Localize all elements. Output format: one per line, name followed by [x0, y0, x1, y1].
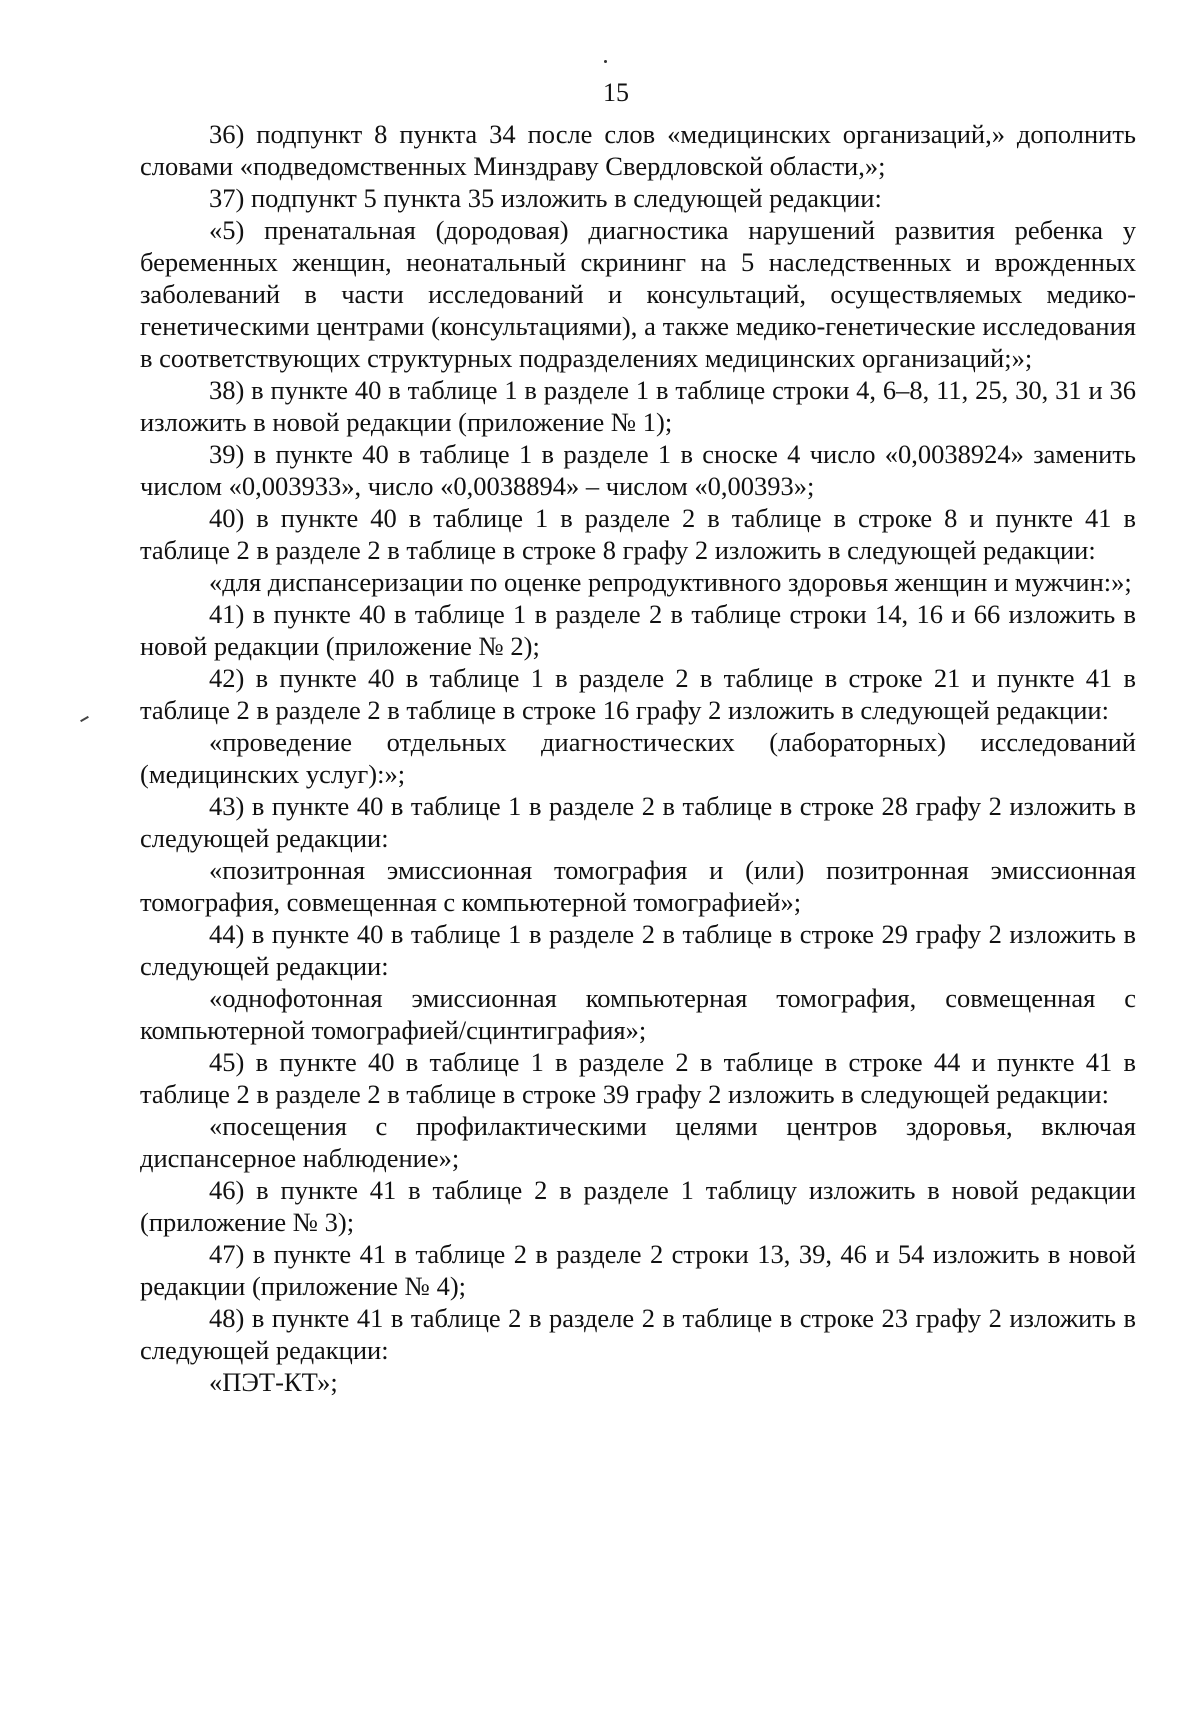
quote-43: «позитронная эмиссионная томография и (или) позитронная эмиссионная томография, совмещенная с компьютерной томографией»;: [140, 855, 1136, 917]
paragraph-47: 47) в пункте 41 в таблице 2 в разделе 2 строки 13, 39, 46 и 54 изложить в новой редакции (приложение № 4);: [140, 1239, 1136, 1301]
quote-44: «однофотонная эмиссионная компьютерная томография, совмещенная с компьютерной томографией/сцинтиграфия»;: [140, 983, 1136, 1045]
paragraph-37: 37) подпункт 5 пункта 35 изложить в следующей редакции:: [209, 183, 882, 213]
paragraph-38: 38) в пункте 40 в таблице 1 в разделе 1 в таблице строки 4, 6–8, 11, 25, 30, 31 и 36 изложить в новой редакции (приложение № 1);: [140, 375, 1136, 437]
paragraph-48: 48) в пункте 41 в таблице 2 в разделе 2 в таблице в строке 23 графу 2 изложить в следующей редакции:: [140, 1303, 1136, 1365]
paragraph-41: 41) в пункте 40 в таблице 1 в разделе 2 в таблице строки 14, 16 и 66 изложить в новой редакции (приложение № 2);: [140, 599, 1136, 661]
paragraph-36: 36) подпункт 8 пункта 34 после слов «медицинских организаций,» дополнить словами «подведомственных Минздраву Свердловской области,»;: [140, 119, 1136, 181]
quote-45: «посещения с профилактическими целями центров здоровья, включая диспансерное наблюдение»;: [140, 1111, 1136, 1173]
quote-40: «для диспансеризации по оценке репродуктивного здоровья женщин и мужчин:»;: [209, 567, 1132, 597]
scan-dot-mark: [604, 60, 607, 63]
quote-42: «проведение отдельных диагностических (лабораторных) исследований (медицинских услуг):»;: [140, 727, 1136, 789]
margin-mark: [80, 716, 89, 722]
paragraph-45: 45) в пункте 40 в таблице 1 в разделе 2 в таблице в строке 44 и пункте 41 в таблице 2 в разделе 2 в таблице в строке 39 графу 2 изложить в следующей редакции:: [140, 1047, 1136, 1109]
paragraph-42: 42) в пункте 40 в таблице 1 в разделе 2 в таблице в строке 21 и пункте 41 в таблице 2 в разделе 2 в таблице в строке 16 графу 2 изложить в следующей редакции:: [140, 663, 1136, 725]
quote-37: «5) пренатальная (дородовая) диагностика нарушений развития ребенка у беременных женщин, неонатальный скрининг на 5 наследственных и врожденных заболеваний в части исследований и консультаций, осуществляемых медико-генетическими центрами (консультациями), а также медико-генетические исследования в соответствующих структурных подразделениях медицинских организаций;»;: [140, 215, 1136, 373]
paragraph-46: 46) в пункте 41 в таблице 2 в разделе 1 таблицу изложить в новой редакции (приложение № 3);: [140, 1175, 1136, 1237]
paragraph-39: 39) в пункте 40 в таблице 1 в разделе 1 в сноске 4 число «0,0038924» заменить числом «0,003933», число «0,0038894» – числом «0,00393»;: [140, 439, 1136, 501]
paragraph-43: 43) в пункте 40 в таблице 1 в разделе 2 в таблице в строке 28 графу 2 изложить в следующей редакции:: [140, 791, 1136, 853]
document-body: [140, 118, 1136, 1398]
quote-48: «ПЭТ-КТ»;: [209, 1367, 338, 1397]
paragraph-40: 40) в пункте 40 в таблице 1 в разделе 2 в таблице в строке 8 и пункте 41 в таблице 2 в разделе 2 в таблице в строке 8 графу 2 изложить в следующей редакции:: [140, 503, 1136, 565]
paragraph-44: 44) в пункте 40 в таблице 1 в разделе 2 в таблице в строке 29 графу 2 изложить в следующей редакции:: [140, 919, 1136, 981]
page-number: 15: [603, 78, 629, 107]
